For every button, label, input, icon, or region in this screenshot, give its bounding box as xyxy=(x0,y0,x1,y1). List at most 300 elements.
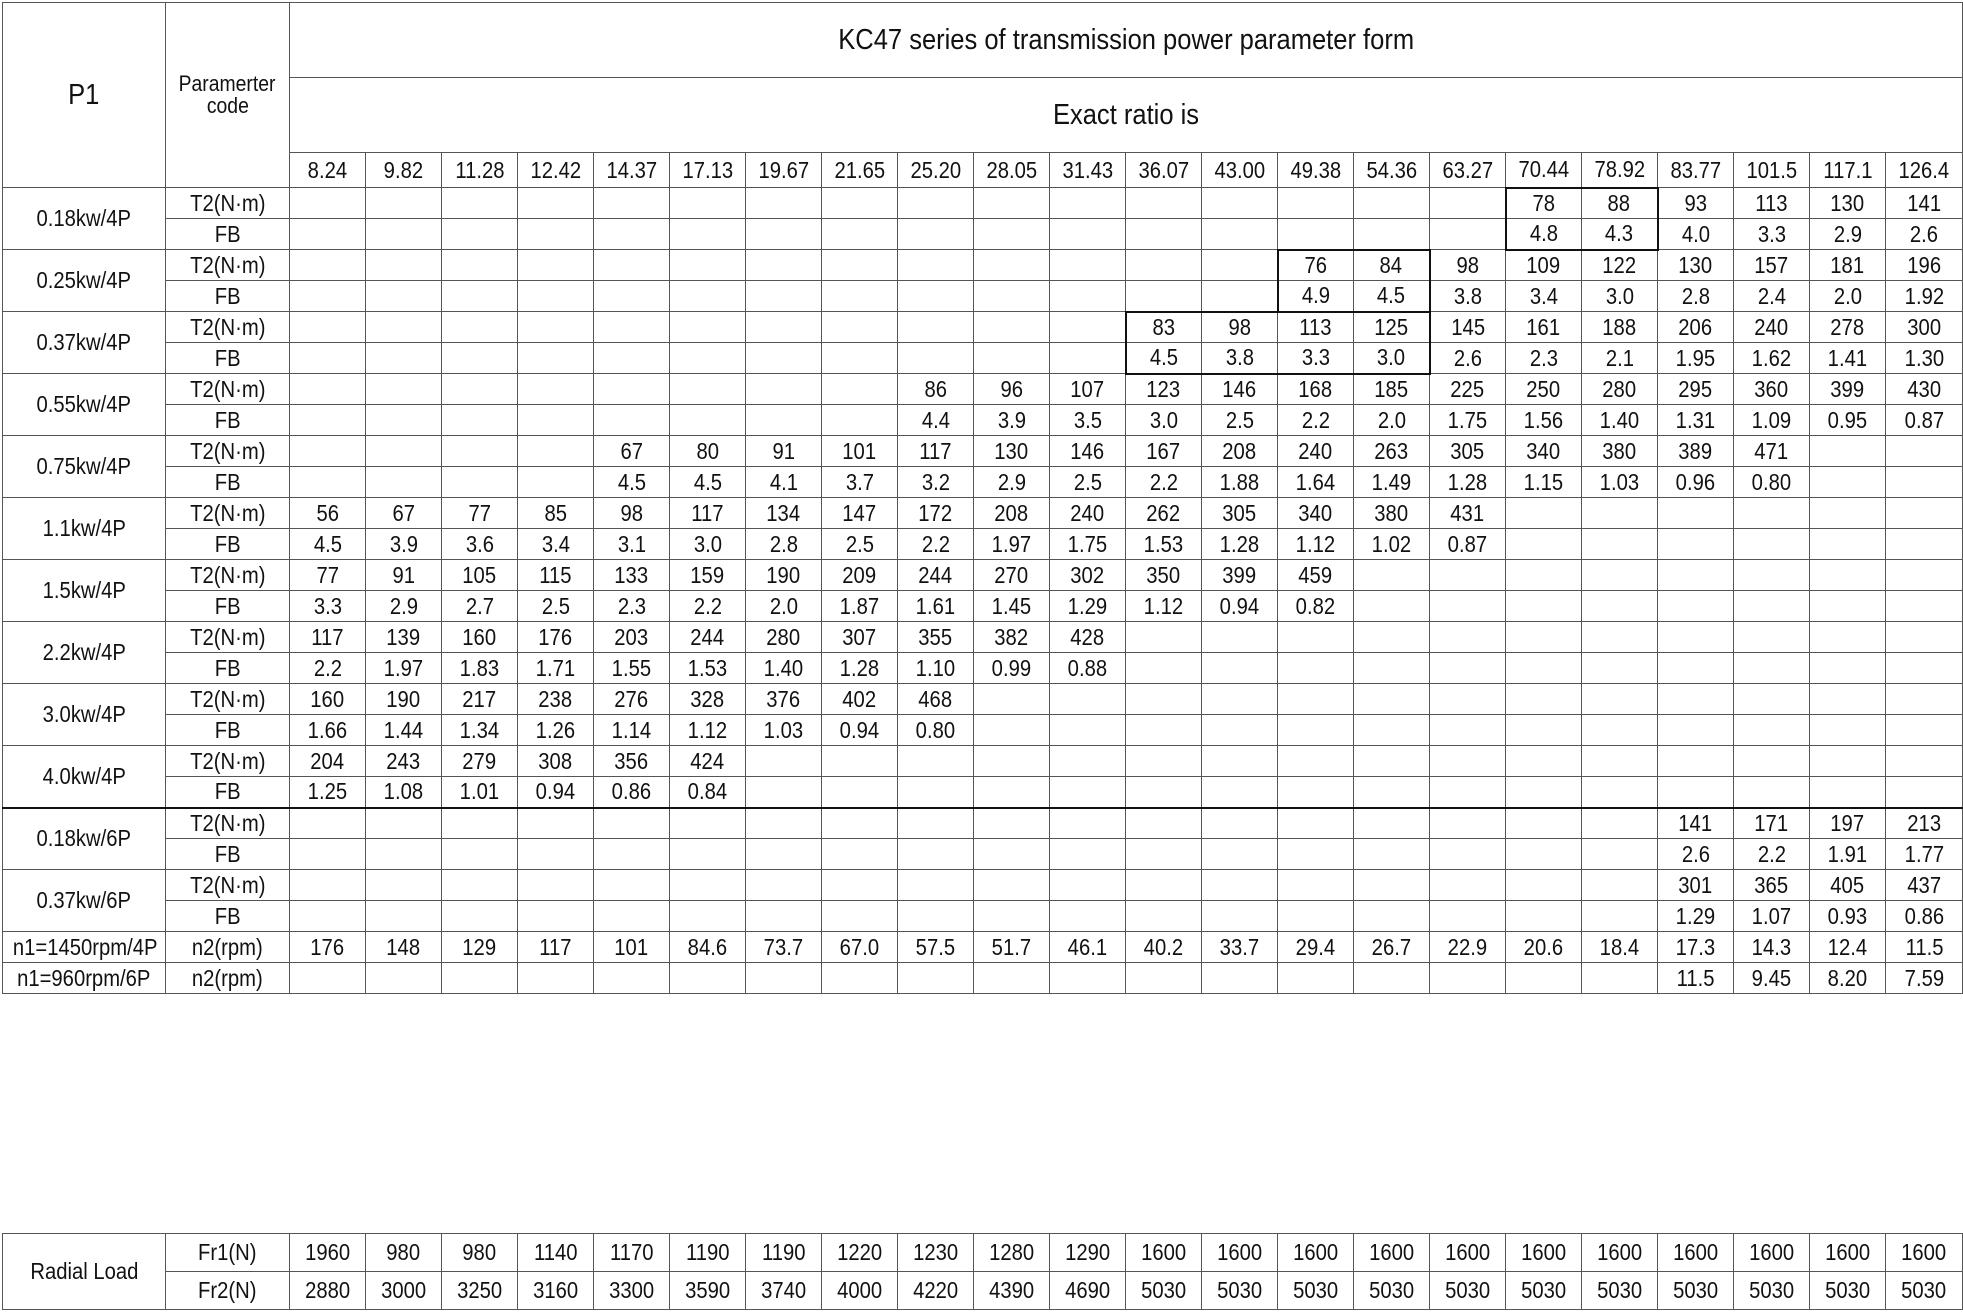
torque-value: 86 xyxy=(898,374,974,405)
fb-value xyxy=(1050,901,1126,932)
table-row xyxy=(3,405,1963,436)
ratio-header-cell: 14.37 xyxy=(594,153,670,188)
torque-value xyxy=(1810,746,1886,777)
torque-value xyxy=(290,188,366,219)
fb-value xyxy=(1810,715,1886,746)
fb-code: FB xyxy=(166,467,290,498)
fb-code: FB xyxy=(166,591,290,622)
torque-value xyxy=(1050,312,1126,343)
fb-value: 0.93 xyxy=(1810,901,1886,932)
torque-value: 167 xyxy=(1126,436,1202,467)
fb-value: 4.4 xyxy=(898,405,974,436)
torque-value xyxy=(670,808,746,839)
fb-value xyxy=(1506,591,1582,622)
radial-value: 1280 xyxy=(974,1234,1050,1272)
speed-value xyxy=(746,963,822,994)
ratio-header-cell: 17.13 xyxy=(670,153,746,188)
fb-value: 1.12 xyxy=(1278,529,1354,560)
fb-value xyxy=(1734,653,1810,684)
fb-value: 3.2 xyxy=(898,467,974,498)
torque-value xyxy=(1050,250,1126,281)
torque-value: 98 xyxy=(1430,250,1506,281)
fb-value: 3.9 xyxy=(974,405,1050,436)
fb-value xyxy=(974,839,1050,870)
ratio-header-cell: 54.36 xyxy=(1354,153,1430,188)
torque-value: 130 xyxy=(974,436,1050,467)
torque-value xyxy=(974,250,1050,281)
table-row xyxy=(3,622,1963,653)
torque-value: 146 xyxy=(1202,374,1278,405)
fb-value xyxy=(1050,839,1126,870)
fb-value xyxy=(366,405,442,436)
torque-value: 301 xyxy=(1658,870,1734,901)
torque-value xyxy=(518,312,594,343)
fb-value: 4.5 xyxy=(290,529,366,560)
radial-value: 4220 xyxy=(898,1272,974,1310)
table-row xyxy=(3,374,1963,405)
fb-value xyxy=(594,219,670,250)
torque-value xyxy=(1506,870,1582,901)
speed-value xyxy=(1126,963,1202,994)
torque-value: 240 xyxy=(1734,312,1810,343)
radial-value: 1230 xyxy=(898,1234,974,1272)
fb-value xyxy=(1658,715,1734,746)
torque-value xyxy=(442,870,518,901)
fb-value: 3.3 xyxy=(1734,219,1810,250)
speed-value xyxy=(442,963,518,994)
fb-value: 1.55 xyxy=(594,653,670,684)
fb-value xyxy=(290,901,366,932)
radial-value: 1600 xyxy=(1278,1234,1354,1272)
torque-value xyxy=(1354,808,1430,839)
fb-value xyxy=(1430,901,1506,932)
torque-value xyxy=(822,746,898,777)
fb-value: 2.2 xyxy=(1126,467,1202,498)
fb-value xyxy=(898,839,974,870)
table-row xyxy=(3,219,1963,250)
fb-code: FB xyxy=(166,219,290,250)
speed-value: 17.3 xyxy=(1658,932,1734,963)
fb-value xyxy=(1430,591,1506,622)
fb-value: 1.56 xyxy=(1506,405,1582,436)
fb-value xyxy=(518,343,594,374)
fb-value: 1.45 xyxy=(974,591,1050,622)
radial-value: 980 xyxy=(366,1234,442,1272)
torque-value: 402 xyxy=(822,684,898,715)
torque-value xyxy=(442,312,518,343)
fb-value xyxy=(1050,715,1126,746)
fb-code: FB xyxy=(166,901,290,932)
torque-value xyxy=(1354,684,1430,715)
torque-value: 196 xyxy=(1886,250,1963,281)
fb-value xyxy=(670,219,746,250)
torque-value xyxy=(1658,498,1734,529)
torque-value: 305 xyxy=(1430,436,1506,467)
torque-value xyxy=(898,746,974,777)
fb-value xyxy=(670,343,746,374)
torque-value: 244 xyxy=(898,560,974,591)
radial-value: 3000 xyxy=(366,1272,442,1310)
fb-value: 2.6 xyxy=(1430,343,1506,374)
torque-value xyxy=(1430,684,1506,715)
torque-value: 117 xyxy=(670,498,746,529)
torque-value xyxy=(974,808,1050,839)
fb-code: FB xyxy=(166,281,290,312)
torque-value: 67 xyxy=(594,436,670,467)
fb-value: 1.97 xyxy=(974,529,1050,560)
table-row xyxy=(3,529,1963,560)
torque-value xyxy=(1126,870,1202,901)
speed-value xyxy=(1582,963,1658,994)
torque-value: 78 xyxy=(1506,188,1582,219)
fb-value xyxy=(1810,777,1886,808)
torque-value xyxy=(1658,560,1734,591)
table-row xyxy=(3,591,1963,622)
fb-value xyxy=(1810,653,1886,684)
fb-value: 2.2 xyxy=(1278,405,1354,436)
torque-value: 168 xyxy=(1278,374,1354,405)
torque-value: 83 xyxy=(1126,312,1202,343)
fb-value xyxy=(746,343,822,374)
torque-value xyxy=(1202,188,1278,219)
ratio-header-cell: 43.00 xyxy=(1202,153,1278,188)
torque-value xyxy=(1354,622,1430,653)
torque-value: 56 xyxy=(290,498,366,529)
fb-value: 1.03 xyxy=(1582,467,1658,498)
torque-code: T2(N·m) xyxy=(166,560,290,591)
torque-value xyxy=(1658,746,1734,777)
torque-value: 77 xyxy=(442,498,518,529)
ratio-header-cell: 126.4 xyxy=(1886,153,1963,188)
torque-value: 101 xyxy=(822,436,898,467)
torque-value: 238 xyxy=(518,684,594,715)
fb-value xyxy=(1354,715,1430,746)
fb-value xyxy=(898,281,974,312)
fb-value xyxy=(290,405,366,436)
speed-code: n2(rpm) xyxy=(166,963,290,994)
power-label: 0.75kw/4P xyxy=(3,436,166,498)
fb-value xyxy=(1734,591,1810,622)
torque-value xyxy=(1354,560,1430,591)
torque-value xyxy=(746,374,822,405)
torque-value: 159 xyxy=(670,560,746,591)
torque-value xyxy=(1202,746,1278,777)
torque-value xyxy=(1050,870,1126,901)
fb-value: 1.66 xyxy=(290,715,366,746)
torque-value: 355 xyxy=(898,622,974,653)
fb-value: 2.0 xyxy=(1810,281,1886,312)
radial-value: 3160 xyxy=(518,1272,594,1310)
torque-value: 376 xyxy=(746,684,822,715)
fb-value: 2.7 xyxy=(442,591,518,622)
torque-value xyxy=(1582,808,1658,839)
fb-value xyxy=(290,281,366,312)
fb-value: 1.25 xyxy=(290,777,366,808)
radial-value: 5030 xyxy=(1734,1272,1810,1310)
radial-row xyxy=(3,1234,1963,1272)
fb-value xyxy=(822,901,898,932)
torque-value: 146 xyxy=(1050,436,1126,467)
fb-value xyxy=(1658,777,1734,808)
radial-value: 1600 xyxy=(1202,1234,1278,1272)
torque-value xyxy=(822,250,898,281)
fb-value xyxy=(1202,653,1278,684)
torque-value xyxy=(366,312,442,343)
fb-value: 1.01 xyxy=(442,777,518,808)
table-title: KC47 series of transmission power parameter form xyxy=(290,3,1963,78)
fb-value: 1.26 xyxy=(518,715,594,746)
fb-value: 1.07 xyxy=(1734,901,1810,932)
fb-value xyxy=(1582,715,1658,746)
fb-value xyxy=(1506,901,1582,932)
torque-value xyxy=(1430,560,1506,591)
fb-value: 2.6 xyxy=(1658,839,1734,870)
torque-value xyxy=(594,870,670,901)
fb-value xyxy=(1278,777,1354,808)
torque-code: T2(N·m) xyxy=(166,250,290,281)
torque-value xyxy=(1202,622,1278,653)
speed-code: n2(rpm) xyxy=(166,932,290,963)
torque-value xyxy=(366,374,442,405)
fb-value xyxy=(290,343,366,374)
torque-value xyxy=(442,188,518,219)
fb-value xyxy=(1886,715,1963,746)
fb-value: 2.4 xyxy=(1734,281,1810,312)
torque-value: 263 xyxy=(1354,436,1430,467)
torque-value xyxy=(898,808,974,839)
fb-value: 3.0 xyxy=(1126,405,1202,436)
fb-value xyxy=(898,219,974,250)
speed-value: 73.7 xyxy=(746,932,822,963)
fb-value: 1.15 xyxy=(1506,467,1582,498)
radial-value: 5030 xyxy=(1354,1272,1430,1310)
radial-value: 3740 xyxy=(746,1272,822,1310)
fb-value xyxy=(1506,777,1582,808)
table-row xyxy=(3,467,1963,498)
torque-value: 208 xyxy=(974,498,1050,529)
table-row xyxy=(3,715,1963,746)
torque-value: 250 xyxy=(1506,374,1582,405)
torque-value xyxy=(1506,746,1582,777)
speed-value: 14.3 xyxy=(1734,932,1810,963)
fb-value: 2.8 xyxy=(1658,281,1734,312)
fb-value xyxy=(366,219,442,250)
parameter-table xyxy=(2,2,1963,994)
fb-value xyxy=(1582,839,1658,870)
fb-value xyxy=(1278,839,1354,870)
torque-value xyxy=(366,870,442,901)
torque-value: 380 xyxy=(1354,498,1430,529)
speed-value xyxy=(290,963,366,994)
torque-value xyxy=(1810,436,1886,467)
fb-value xyxy=(442,281,518,312)
table-row xyxy=(3,777,1963,808)
fb-value xyxy=(1430,219,1506,250)
fb-value xyxy=(1126,281,1202,312)
torque-value xyxy=(746,188,822,219)
fb-value: 2.8 xyxy=(746,529,822,560)
torque-value xyxy=(1886,622,1963,653)
torque-value xyxy=(1050,188,1126,219)
torque-value: 109 xyxy=(1506,250,1582,281)
fb-value: 0.86 xyxy=(1886,901,1963,932)
speed-value xyxy=(974,963,1050,994)
torque-value xyxy=(518,374,594,405)
fb-code: FB xyxy=(166,343,290,374)
speed-value xyxy=(1506,963,1582,994)
ratio-header-cell: 28.05 xyxy=(974,153,1050,188)
ratio-header-cell: 101.5 xyxy=(1734,153,1810,188)
fb-value: 2.5 xyxy=(822,529,898,560)
torque-value xyxy=(1506,622,1582,653)
fb-value: 1.75 xyxy=(1430,405,1506,436)
torque-value: 307 xyxy=(822,622,898,653)
fb-value: 4.8 xyxy=(1506,219,1582,250)
fb-value xyxy=(1734,715,1810,746)
fb-value: 1.61 xyxy=(898,591,974,622)
fb-value xyxy=(1886,591,1963,622)
torque-value: 295 xyxy=(1658,374,1734,405)
torque-value xyxy=(1886,498,1963,529)
fb-value: 3.8 xyxy=(1430,281,1506,312)
fb-value xyxy=(974,219,1050,250)
torque-value: 181 xyxy=(1810,250,1886,281)
fb-value xyxy=(1734,777,1810,808)
speed-value: 176 xyxy=(290,932,366,963)
fb-value xyxy=(1050,777,1126,808)
torque-value xyxy=(1202,250,1278,281)
fb-value: 1.53 xyxy=(670,653,746,684)
torque-value xyxy=(1734,498,1810,529)
fb-value xyxy=(1278,653,1354,684)
fb-value: 1.28 xyxy=(1202,529,1278,560)
torque-value xyxy=(1886,560,1963,591)
fb-value xyxy=(1506,529,1582,560)
table-row xyxy=(3,312,1963,343)
fb-value xyxy=(1354,777,1430,808)
torque-value xyxy=(898,188,974,219)
torque-value: 328 xyxy=(670,684,746,715)
fb-value: 0.87 xyxy=(1430,529,1506,560)
speed-value xyxy=(822,963,898,994)
torque-value xyxy=(746,870,822,901)
torque-value: 459 xyxy=(1278,560,1354,591)
torque-value: 468 xyxy=(898,684,974,715)
fb-value: 2.2 xyxy=(898,529,974,560)
speed-value: 33.7 xyxy=(1202,932,1278,963)
torque-code: T2(N·m) xyxy=(166,622,290,653)
torque-value: 213 xyxy=(1886,808,1963,839)
torque-value xyxy=(1886,436,1963,467)
torque-value: 405 xyxy=(1810,870,1886,901)
fb-value: 1.12 xyxy=(670,715,746,746)
fb-value: 1.29 xyxy=(1658,901,1734,932)
radial-value: 1600 xyxy=(1734,1234,1810,1272)
torque-value: 80 xyxy=(670,436,746,467)
torque-value xyxy=(1126,746,1202,777)
torque-value: 262 xyxy=(1126,498,1202,529)
fb-value xyxy=(290,839,366,870)
fb-value: 1.92 xyxy=(1886,281,1963,312)
ratio-header-cell: 49.38 xyxy=(1278,153,1354,188)
fb-value xyxy=(1126,777,1202,808)
torque-value xyxy=(366,250,442,281)
fb-value: 4.5 xyxy=(594,467,670,498)
fb-value: 3.0 xyxy=(670,529,746,560)
torque-value: 278 xyxy=(1810,312,1886,343)
torque-value: 84 xyxy=(1354,250,1430,281)
torque-value: 130 xyxy=(1658,250,1734,281)
speed-value: 84.6 xyxy=(670,932,746,963)
torque-value: 93 xyxy=(1658,188,1734,219)
torque-value: 76 xyxy=(1278,250,1354,281)
torque-value: 380 xyxy=(1582,436,1658,467)
ratio-header-cell: 12.42 xyxy=(518,153,594,188)
fb-value xyxy=(1278,715,1354,746)
torque-value xyxy=(974,312,1050,343)
fb-value xyxy=(594,343,670,374)
fb-value xyxy=(1354,901,1430,932)
speed-value xyxy=(1050,963,1126,994)
torque-value xyxy=(1582,560,1658,591)
fb-value: 3.6 xyxy=(442,529,518,560)
fb-value xyxy=(974,777,1050,808)
torque-code: T2(N·m) xyxy=(166,870,290,901)
torque-value xyxy=(1430,188,1506,219)
fb-value: 2.2 xyxy=(1734,839,1810,870)
torque-value xyxy=(1506,560,1582,591)
radial-code: Fr1(N) xyxy=(166,1234,290,1272)
torque-value: 217 xyxy=(442,684,518,715)
table-row xyxy=(3,839,1963,870)
fb-value: 2.0 xyxy=(746,591,822,622)
fb-value xyxy=(1278,901,1354,932)
radial-value: 3300 xyxy=(594,1272,670,1310)
torque-value xyxy=(366,436,442,467)
fb-value: 1.34 xyxy=(442,715,518,746)
torque-value: 115 xyxy=(518,560,594,591)
torque-value xyxy=(1278,746,1354,777)
fb-value: 1.29 xyxy=(1050,591,1126,622)
fb-value: 2.0 xyxy=(1354,405,1430,436)
torque-value: 399 xyxy=(1202,560,1278,591)
radial-value: 1600 xyxy=(1126,1234,1202,1272)
torque-value xyxy=(1506,808,1582,839)
torque-value xyxy=(594,808,670,839)
torque-value xyxy=(442,250,518,281)
torque-value xyxy=(366,188,442,219)
torque-value: 141 xyxy=(1886,188,1963,219)
torque-value xyxy=(1734,684,1810,715)
radial-value: 1290 xyxy=(1050,1234,1126,1272)
speed-value: 8.20 xyxy=(1810,963,1886,994)
fb-value xyxy=(1886,777,1963,808)
torque-value: 305 xyxy=(1202,498,1278,529)
torque-value xyxy=(1430,808,1506,839)
torque-value xyxy=(670,250,746,281)
fb-value: 2.9 xyxy=(974,467,1050,498)
ratio-header-cell: 70.44 xyxy=(1506,153,1582,188)
radial-value: 3250 xyxy=(442,1272,518,1310)
fb-value: 1.95 xyxy=(1658,343,1734,374)
speed-value: 51.7 xyxy=(974,932,1050,963)
speed-value xyxy=(518,963,594,994)
fb-value xyxy=(1430,715,1506,746)
torque-value: 130 xyxy=(1810,188,1886,219)
fb-value xyxy=(1886,653,1963,684)
torque-value xyxy=(670,188,746,219)
table-row xyxy=(3,250,1963,281)
